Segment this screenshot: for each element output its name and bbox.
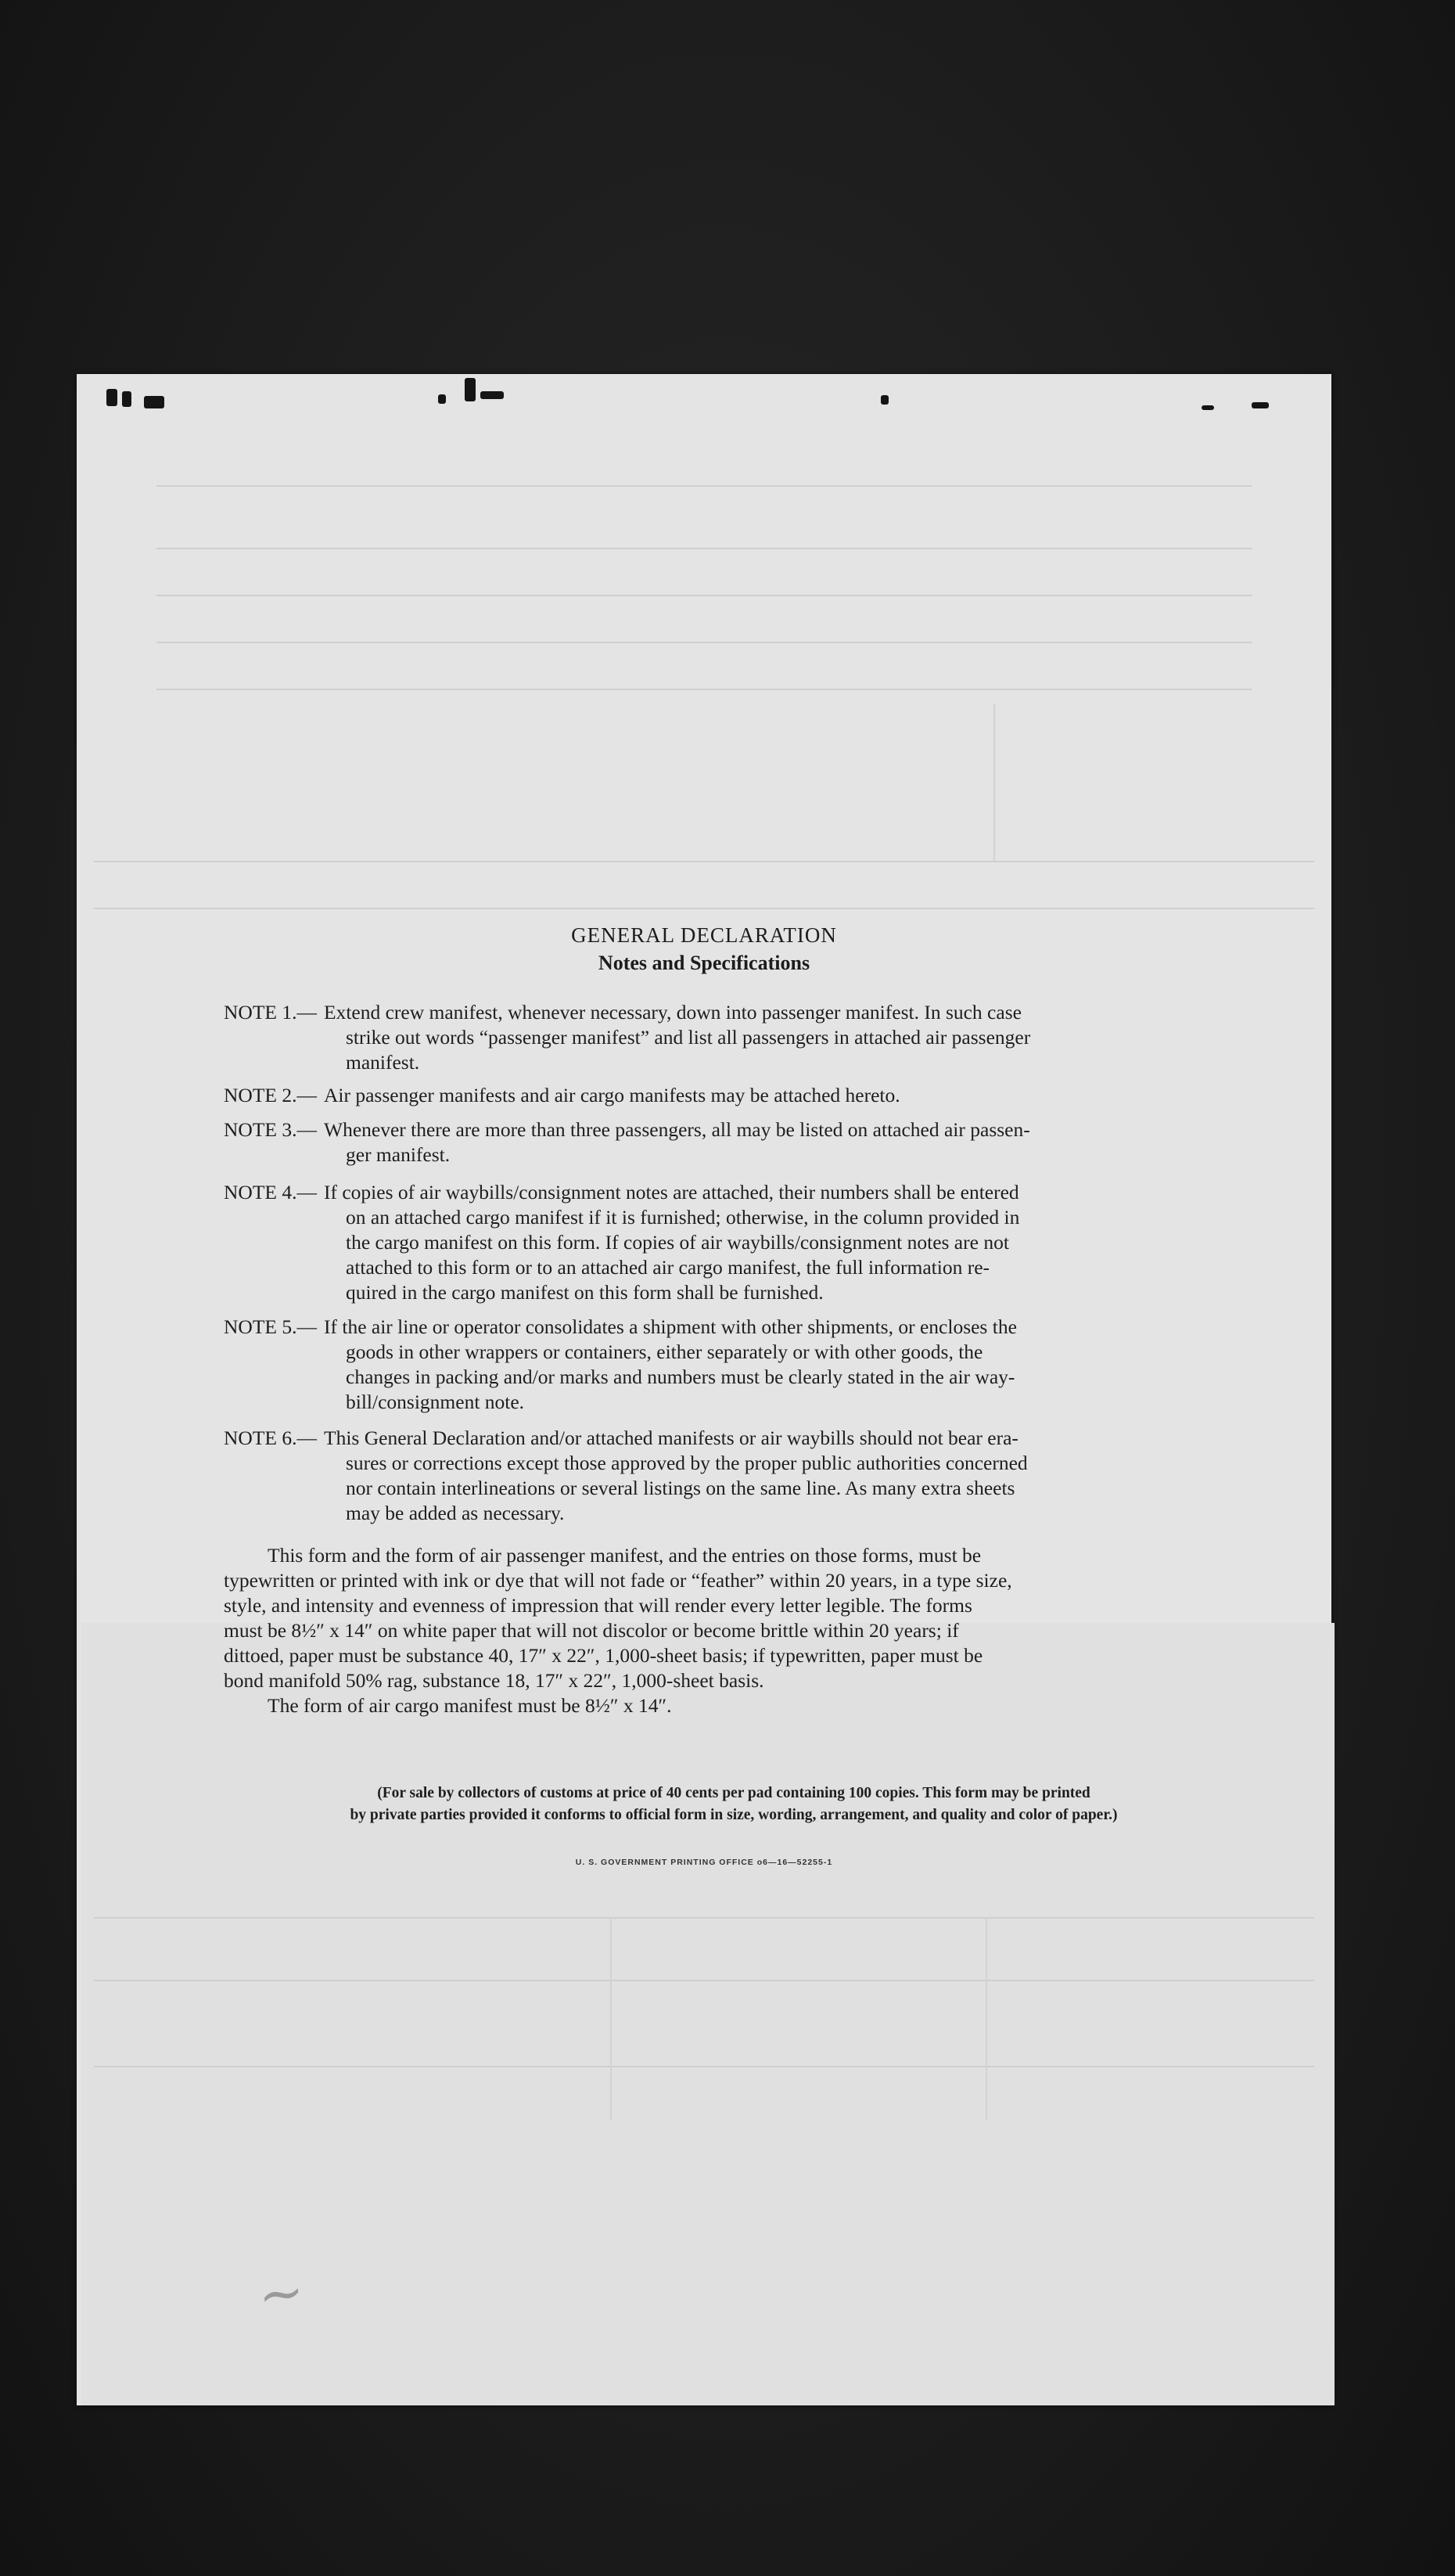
note-1: [224, 1000, 1278, 1078]
note-line: on an attached cargo manifest if it is furnished; otherwise, in the column provided in: [346, 1206, 1020, 1229]
bleed-through-rule: [156, 642, 1252, 643]
note-line: quired in the cargo manifest on this form shall be furnished.: [346, 1281, 824, 1304]
note-line: changes in packing and/or marks and numbers must be clearly stated in the air way-: [346, 1365, 1015, 1388]
bleed-through-rule: [94, 1917, 1314, 1919]
note-line: ger manifest.: [346, 1143, 451, 1166]
note-5: [224, 1315, 1278, 1418]
note-line: This General Declaration and/or attached manifests or air waybills should not bear era-: [324, 1427, 1018, 1449]
faint-signature: ~: [253, 2258, 309, 2329]
printer-imprint: U. S. GOVERNMENT PRINTING OFFICE o6—16—52255-1: [575, 1858, 833, 1867]
note-2: [224, 1083, 1278, 1110]
ink-speck: [122, 391, 131, 407]
note-label: NOTE 5.—: [224, 1315, 317, 1338]
ink-speck: [881, 395, 889, 405]
document-subtitle: Notes and Specifications: [598, 952, 810, 974]
paragraph-line: This form and the form of air passenger manifest, and the entries on those forms, must be: [268, 1544, 982, 1567]
paragraph-line: typewritten or printed with ink or dye that will not fade or “feather” within 20 years, in a type size,: [224, 1569, 1012, 1592]
paragraph-line: style, and intensity and evenness of impression that will render every letter legible. The forms: [224, 1594, 972, 1617]
bleed-through-rule: [156, 595, 1252, 596]
bleed-through-rule: [94, 2066, 1314, 2067]
document-title: GENERAL DECLARATION: [571, 923, 837, 947]
paragraph-line: dittoed, paper must be substance 40, 17″ x 22″, 1,000-sheet basis; if typewritten, paper must be: [224, 1644, 983, 1667]
note-label: NOTE 3.—: [224, 1118, 317, 1141]
paragraph-line: must be 8½″ x 14″ on white paper that will not discolor or become brittle within 20 years; if: [224, 1619, 959, 1642]
ink-speck: [480, 391, 504, 399]
note-label: NOTE 1.—: [224, 1001, 317, 1024]
bleed-through-column: [986, 1917, 987, 2121]
paragraph-line: The form of air cargo manifest must be 8½″ x 14″.: [268, 1694, 672, 1717]
note-line: attached to this form or to an attached air cargo manifest, the full information re-: [346, 1256, 990, 1279]
note-label: NOTE 4.—: [224, 1181, 317, 1203]
note-line: Whenever there are more than three passengers, all may be listed on attached air passen-: [324, 1118, 1030, 1141]
note-line: If copies of air waybills/consignment notes are attached, their numbers shall be entered: [324, 1181, 1019, 1203]
note-line: manifest.: [346, 1051, 420, 1074]
bleed-through-rule: [94, 908, 1314, 909]
bleed-through-rule: [156, 485, 1252, 487]
note-line: If the air line or operator consolidates a shipment with other shipments, or encloses the: [324, 1315, 1017, 1338]
ink-speck: [106, 389, 117, 406]
bleed-through-column: [993, 704, 995, 861]
sale-line: (For sale by collectors of customs at price of 40 cents per pad containing 100 copies. This form may be printed: [377, 1785, 1090, 1801]
note-6: [224, 1426, 1278, 1529]
bleed-through-rule: [94, 861, 1314, 862]
ink-speck: [1202, 405, 1214, 410]
bleed-through-rule: [156, 689, 1252, 690]
ink-speck: [438, 394, 446, 404]
specifications-paragraph: [224, 1543, 1278, 1723]
bleed-through-column: [610, 1917, 612, 2121]
note-line: bill/consignment note.: [346, 1391, 525, 1413]
ink-speck: [465, 378, 476, 401]
note-label: NOTE 2.—: [224, 1084, 317, 1106]
note-label: NOTE 6.—: [224, 1427, 317, 1449]
paragraph-line: bond manifold 50% rag, substance 18, 17″ x 22″, 1,000-sheet basis.: [224, 1669, 764, 1692]
note-line: sures or corrections except those approved by the proper public authorities concerned: [346, 1452, 1028, 1474]
sale-line: by private parties provided it conforms to official form in size, wording, arrangement, and quality and color of paper.): [350, 1807, 1118, 1823]
sale-notice: [171, 1783, 1297, 1826]
note-line: goods in other wrappers or containers, either separately or with other goods, the: [346, 1340, 983, 1363]
ink-speck: [1252, 402, 1269, 408]
note-4: [224, 1180, 1278, 1308]
ink-speck: [144, 396, 164, 408]
note-line: nor contain interlineations or several listings on the same line. As many extra sheets: [346, 1477, 1015, 1499]
bleed-through-rule: [94, 1980, 1314, 1981]
note-line: Air passenger manifests and air cargo manifests may be attached hereto.: [324, 1084, 900, 1106]
note-3: [224, 1117, 1278, 1169]
note-line: the cargo manifest on this form. If copies of air waybills/consignment notes are not: [346, 1231, 1009, 1254]
bleed-through-rule: [156, 548, 1252, 549]
note-line: strike out words “passenger manifest” and list all passengers in attached air passenger: [346, 1026, 1031, 1049]
note-line: may be added as necessary.: [346, 1502, 565, 1524]
note-line: Extend crew manifest, whenever necessary, down into passenger manifest. In such case: [324, 1001, 1022, 1024]
